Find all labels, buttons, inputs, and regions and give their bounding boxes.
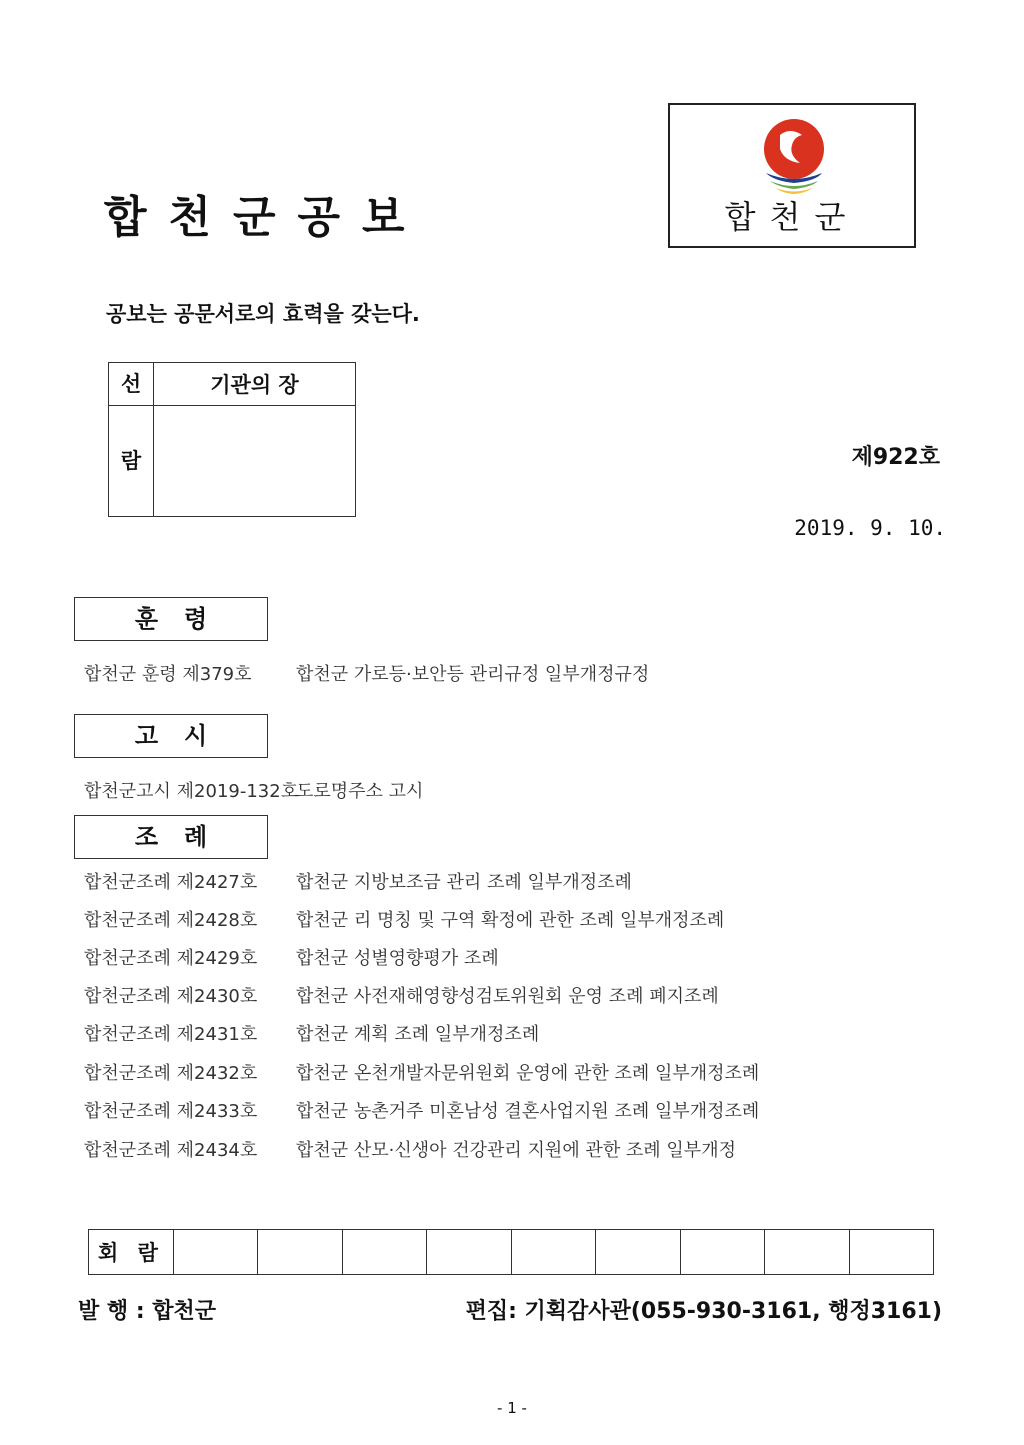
entry-title: 합천군 사전재해영향성검토위원회 운영 조례 폐지조례 (296, 986, 719, 1007)
entry-title: 합천군 성별영향평가 조례 (296, 948, 499, 969)
entry-number: 합천군조례 제2431호 (84, 1024, 258, 1045)
gazette-title: 합천군공보 (104, 192, 427, 243)
entry-title: 합천군 농촌거주 미혼남성 결혼사업지원 조례 일부개정조례 (296, 1101, 760, 1122)
list-item[interactable] (84, 909, 724, 933)
logo-text: 합천군 (724, 198, 860, 236)
editor-contact: 편집: 기획감사관(055-930-3161, 행정3161) (465, 1299, 942, 1324)
entry-number: 합천군 훈령 제379호 (84, 664, 252, 685)
approval-header: 기관의 장 (154, 363, 356, 406)
entry-title: 합천군 온천개발자문위원회 운영에 관한 조례 일부개정조례 (296, 1063, 760, 1084)
entry-number: 합천군조례 제2428호 (84, 910, 258, 931)
circulation-cell (680, 1230, 764, 1275)
circulation-cell (511, 1230, 595, 1275)
circulation-cell (849, 1230, 934, 1275)
publisher: 발 행 : 합천군 (78, 1299, 217, 1324)
entry-number: 합천군조례 제2433호 (84, 1101, 258, 1122)
circulation-cell (258, 1230, 342, 1275)
approval-table (108, 362, 356, 517)
approval-signature-cell (154, 406, 356, 517)
circulation-cell (342, 1230, 426, 1275)
county-emblem-icon (756, 115, 832, 199)
list-item[interactable] (84, 663, 649, 687)
section-hunryeong-title: 훈령 (74, 597, 268, 641)
circulation-cell (596, 1230, 680, 1275)
entry-number: 합천군조례 제2427호 (84, 872, 258, 893)
circulation-cell (174, 1230, 258, 1275)
entry-title: 합천군 가로등·보안등 관리규정 일부개정규정 (296, 664, 650, 685)
entry-number: 합천군고시 제2019-132호 (84, 781, 299, 802)
circulation-cell (765, 1230, 849, 1275)
entry-number: 합천군조례 제2430호 (84, 986, 258, 1007)
issue-number: 제922호 (851, 445, 940, 470)
entry-title: 합천군 산모·신생아 건강관리 지원에 관한 조례 일부개정 (296, 1140, 736, 1161)
entry-number: 합천군조례 제2429호 (84, 948, 258, 969)
issue-date: 2019. 9. 10. (794, 516, 946, 540)
circulation-cell (427, 1230, 511, 1275)
entry-title: 합천군 지방보조금 관리 조례 일부개정조례 (296, 872, 632, 893)
list-item[interactable] (84, 1023, 539, 1047)
county-logo (668, 103, 916, 248)
circulation-label: 회 람 (89, 1230, 174, 1275)
entry-number: 합천군조례 제2432호 (84, 1063, 258, 1084)
section-jorye-title: 조례 (74, 815, 268, 859)
entry-title: 도로명주소 고시 (296, 781, 424, 802)
page-number: - 1 - (497, 1399, 527, 1417)
approval-side-bottom: 람 (109, 406, 154, 517)
list-item[interactable] (84, 1100, 759, 1124)
approval-side-top: 선 (109, 363, 154, 406)
section-gosi-title: 고시 (74, 714, 268, 758)
circulation-table (88, 1229, 934, 1275)
list-item[interactable] (84, 1062, 759, 1086)
list-item[interactable] (84, 947, 499, 971)
list-item[interactable] (84, 871, 632, 895)
list-item[interactable] (84, 1139, 736, 1163)
entry-title: 합천군 계획 조례 일부개정조례 (296, 1024, 540, 1045)
list-item[interactable] (84, 985, 719, 1009)
gazette-subtitle: 공보는 공문서로의 효력을 갖는다. (106, 302, 420, 326)
entry-number: 합천군조례 제2434호 (84, 1140, 258, 1161)
list-item[interactable] (84, 780, 423, 804)
entry-title: 합천군 리 명칭 및 구역 확정에 관한 조례 일부개정조례 (296, 910, 725, 931)
